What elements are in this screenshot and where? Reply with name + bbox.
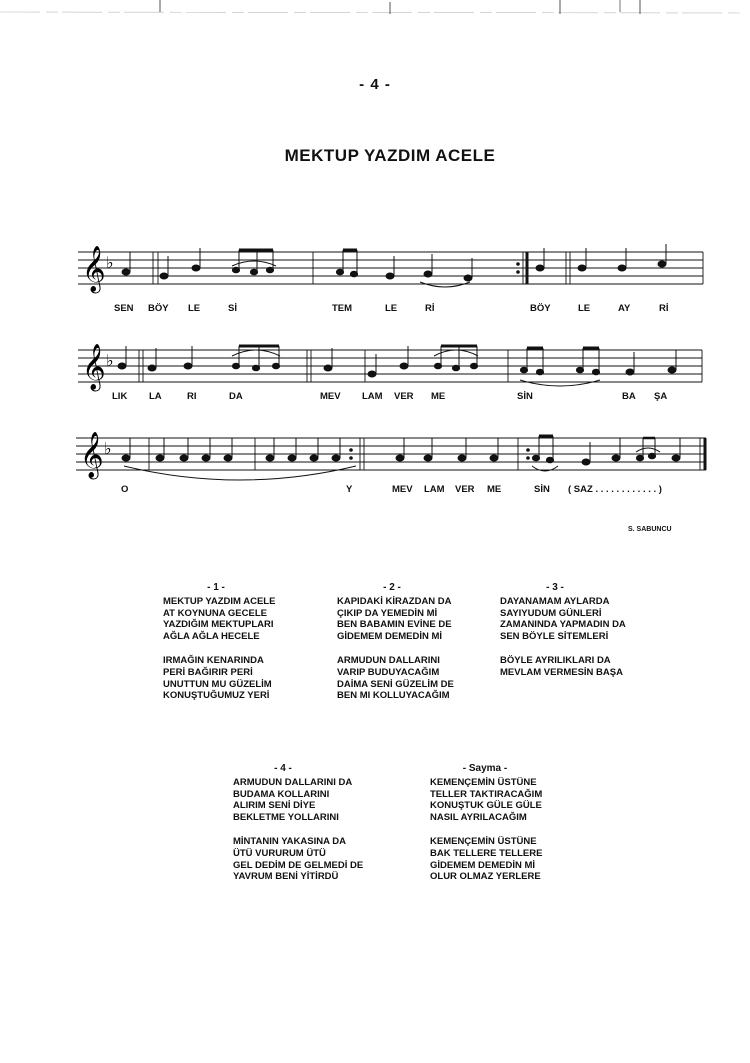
flat-icon: ♭ bbox=[106, 253, 114, 272]
verse-line: ARMUDUN DALLARINI bbox=[337, 655, 440, 667]
verse-line: BEN MI KOLLUYACAĞIM bbox=[337, 690, 450, 702]
lyric-row-2-syllable: LIK bbox=[112, 391, 128, 402]
lyric-row-2-syllable: SİN bbox=[517, 391, 533, 402]
verse-4-heading: - 4 - bbox=[274, 763, 292, 774]
verse-line: DAİMA SENİ GÜZELİM DE bbox=[337, 678, 454, 690]
verse-line: ALIRIM SENİ DİYE bbox=[233, 800, 316, 812]
music-staff-1 bbox=[0, 236, 750, 306]
lyric-row-3-syllable: LAM bbox=[424, 484, 445, 495]
svg-text:𝄞: 𝄞 bbox=[82, 344, 106, 390]
verse-2-heading: - 2 - bbox=[383, 582, 401, 593]
verse-line: BEN BABAMIN EVİNE DE bbox=[337, 619, 452, 631]
verse-line: OLUR OLMAZ YERLERE bbox=[430, 871, 541, 883]
verse-line: YAVRUM BENİ YİTİRDÜ bbox=[233, 871, 339, 883]
verse-line: ÜTÜ VURURUM ÜTÜ bbox=[233, 847, 326, 859]
lyric-row-1-syllable: Sİ bbox=[228, 303, 237, 314]
lyric-row-3-syllable: ME bbox=[487, 484, 502, 495]
lyric-row-3-syllable: Y bbox=[346, 484, 353, 495]
verse-line: MEKTUP YAZDIM ACELE bbox=[163, 596, 276, 607]
lyric-row-3-syllable: VER bbox=[455, 484, 475, 495]
lyric-row-1-syllable: LE bbox=[578, 303, 591, 314]
lyric-row-1-syllable: Rİ bbox=[659, 303, 669, 314]
lyric-row-1-syllable: BÖY bbox=[148, 303, 169, 314]
treble-clef-icon bbox=[82, 344, 106, 392]
verse-line: BEKLETME YOLLARINI bbox=[233, 811, 339, 823]
composer-credit: S. SABUNCU bbox=[628, 526, 672, 533]
lyric-row-1-syllable: AY bbox=[618, 303, 631, 314]
lyric-row-1-syllable: BÖY bbox=[530, 303, 551, 314]
verse-line: BÖYLE AYRILIKLARI DA bbox=[500, 655, 611, 667]
verse-line: BUDAMA KOLLARINI bbox=[233, 788, 330, 800]
verse-line: BAK TELLERE TELLERE bbox=[430, 847, 543, 859]
verse-line: PERİ BAĞIRIR PERİ bbox=[163, 666, 253, 678]
verse-line: GİDEMEM DEMEDİN Mİ bbox=[430, 859, 536, 871]
sayma-verse bbox=[430, 777, 542, 883]
lyric-row-2-syllable: ŞA bbox=[654, 391, 668, 402]
lyric-row-2-syllable: LAM bbox=[362, 391, 383, 402]
lyric-row-2-syllable: ME bbox=[431, 391, 446, 402]
verse-line: KONUŞTUK GÜLE GÜLE bbox=[430, 800, 542, 812]
verse-line: KEMENÇEMİN ÜSTÜNE bbox=[430, 777, 537, 788]
lyric-row-1-syllable: LE bbox=[188, 303, 201, 314]
verse-line: NASIL AYRILACAĞIM bbox=[430, 811, 527, 823]
verse-4 bbox=[233, 777, 363, 883]
lyric-row-2-syllable: VER bbox=[394, 391, 414, 402]
verse-line: KEMENÇEMİN ÜSTÜNE bbox=[430, 836, 537, 848]
verse-line: AT KOYNUNA GECELE bbox=[163, 607, 267, 619]
lyric-row-1-syllable: Rİ bbox=[425, 303, 435, 314]
verse-2 bbox=[337, 596, 454, 702]
page-number: - 4 - bbox=[359, 76, 391, 93]
lyric-row-2-syllable: MEV bbox=[320, 391, 341, 402]
lyric-row-3-syllable: SİN bbox=[534, 484, 550, 495]
verse-line: SAYIYUDUM GÜNLERİ bbox=[500, 607, 602, 619]
verse-line: MİNTANIN YAKASINA DA bbox=[233, 836, 346, 848]
verse-line: GİDEMEM DEMEDİN Mİ bbox=[337, 630, 443, 642]
lyric-row-1-syllable: SEN bbox=[114, 303, 134, 314]
verse-line: ÇIKIP DA YEMEDİN Mİ bbox=[337, 607, 438, 619]
verse-1-heading: - 1 - bbox=[207, 582, 225, 593]
verse-line: KONUŞTUĞUMUZ YERİ bbox=[163, 690, 270, 702]
flat-icon: ♭ bbox=[104, 439, 112, 458]
verse-line: ZAMANINDA YAPMADIN DA bbox=[500, 619, 626, 631]
lyric-row-2-syllable: RI bbox=[187, 391, 197, 402]
verse-3 bbox=[500, 596, 626, 679]
verse-line: KAPIDAKİ KİRAZDAN DA bbox=[337, 596, 452, 607]
lyric-row-1-syllable: TEM bbox=[332, 303, 353, 314]
verse-line: MEVLAM VERMESİN BAŞA bbox=[500, 666, 623, 678]
verse-3-heading: - 3 - bbox=[546, 582, 564, 593]
lyric-row-3-syllable: O bbox=[121, 484, 129, 495]
treble-clef-icon bbox=[80, 432, 104, 480]
flat-icon: ♭ bbox=[106, 351, 114, 370]
svg-text:𝄞: 𝄞 bbox=[82, 246, 106, 292]
treble-clef-icon bbox=[82, 246, 106, 294]
lyric-row-2-syllable: BA bbox=[622, 391, 636, 402]
verse-line: VARIP BUDUYACAĞIM bbox=[337, 666, 440, 678]
verse-line: DAYANAMAM AYLARDA bbox=[500, 596, 610, 607]
verse-line: AĞLA AĞLA HECELE bbox=[163, 630, 260, 642]
song-title: MEKTUP YAZDIM ACELE bbox=[284, 146, 496, 165]
verse-line: IRMAĞIN KENARINDA bbox=[163, 655, 264, 667]
verse-line: YAZDIĞIM MEKTUPLARI bbox=[163, 619, 274, 631]
verse-line: UNUTTUN MU GÜZELİM bbox=[163, 678, 272, 690]
verse-line: ARMUDUN DALLARINI DA bbox=[233, 777, 353, 788]
lyric-row-3-syllable: MEV bbox=[392, 484, 413, 495]
sayma-heading: - Sayma - bbox=[462, 763, 508, 774]
scan-edge-marks bbox=[0, 0, 750, 20]
verse-1 bbox=[163, 596, 275, 702]
verse-line: TELLER TAKTIRACAĞIM bbox=[430, 788, 543, 800]
saz-instruction: ( SAZ . . . . . . . . . . . . ) bbox=[568, 484, 662, 495]
lyric-row-2-syllable: DA bbox=[229, 391, 243, 402]
svg-text:𝄞: 𝄞 bbox=[80, 432, 104, 478]
verse-line: GEL DEDİM DE GELMEDİ DE bbox=[233, 859, 364, 871]
verse-line: SEN BÖYLE SİTEMLERİ bbox=[500, 630, 609, 642]
lyric-row-2-syllable: LA bbox=[149, 391, 162, 402]
lyric-row-1-syllable: LE bbox=[385, 303, 398, 314]
